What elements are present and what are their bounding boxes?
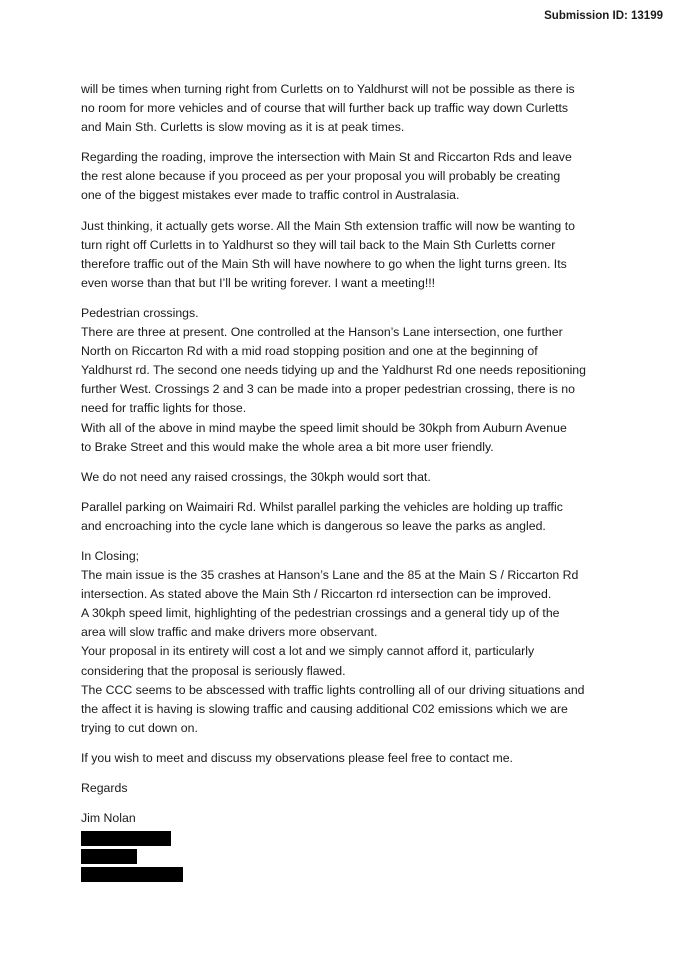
signature-name: Jim Nolan	[81, 811, 136, 826]
text-line: trying to cut down on.	[81, 720, 198, 735]
text-line: the affect it is having is slowing traffic and causing additional C02 emissions which we are	[81, 701, 568, 716]
text-line: We do not need any raised crossings, the 30kph would sort that.	[81, 469, 431, 484]
text-line: Regarding the roading, improve the intersection with Main St and Riccarton Rds and leave	[81, 150, 572, 165]
text-line: considering that the proposal is seriously flawed.	[81, 663, 346, 678]
paragraph-1	[81, 80, 611, 137]
paragraph-3	[81, 217, 611, 293]
text-line: Parallel parking on Waimairi Rd. Whilst parallel parking the vehicles are holding up traffic	[81, 499, 563, 514]
text-line: and encroaching into the cycle lane which is dangerous so leave the parks as angled.	[81, 518, 546, 533]
text-line: The CCC seems to be abscessed with traffic lights controlling all of our driving situations and	[81, 682, 585, 697]
text-line: and Main Sth. Curletts is slow moving as it is at peak times.	[81, 120, 405, 135]
text-line: intersection. As stated above the Main Sth / Riccarton rd intersection can be improved.	[81, 587, 552, 602]
text-line: area will slow traffic and make drivers more observant.	[81, 625, 378, 640]
submission-id-label: Submission ID: 13199	[544, 10, 663, 22]
redaction-bar	[81, 849, 137, 864]
text-line: There are three at present. One controlled at the Hanson’s Lane intersection, one further	[81, 325, 563, 340]
signature-block	[81, 809, 611, 828]
text-line: need for traffic lights for those.	[81, 401, 247, 416]
text-line: further West. Crossings 2 and 3 can be made into a proper pedestrian crossing, there is no	[81, 382, 575, 397]
paragraph-7	[81, 547, 611, 738]
paragraph-4	[81, 304, 611, 457]
text-line: Yaldhurst rd. The second one needs tidying up and the Yaldhurst Rd one needs repositioning	[81, 363, 586, 378]
text-line: North on Riccarton Rd with a mid road stopping position and one at the beginning of	[81, 344, 538, 359]
text-line: no room for more vehicles and of course that will further back up traffic way down Curletts	[81, 101, 569, 116]
redaction-bar	[81, 867, 183, 882]
paragraph-2	[81, 148, 611, 205]
closing-regards	[81, 779, 611, 798]
text-line: With all of the above in mind maybe the speed limit should be 30kph from Auburn Avenue	[81, 420, 567, 435]
text-line: Just thinking, it actually gets worse. All the Main Sth extension traffic will now be wanting to	[81, 218, 575, 233]
letter-body	[81, 80, 611, 885]
text-line: A 30kph speed limit, highlighting of the pedestrian crossings and a general tidy up of the	[81, 606, 560, 621]
redaction-bar	[81, 831, 171, 846]
text-line: to Brake Street and this would make the whole area a bit more user friendly.	[81, 439, 494, 454]
text-line: In Closing;	[81, 548, 140, 563]
text-line: the rest alone because if you proceed as per your proposal you will probably be creating	[81, 169, 561, 184]
text-line: therefore traffic out of the Main Sth will have nowhere to go when the light turns green. Its	[81, 256, 567, 271]
text-line: will be times when turning right from Curletts on to Yaldhurst will not be possible as there is	[81, 82, 575, 96]
paragraph-6	[81, 498, 611, 536]
text-line: Your proposal in its entirety will cost a lot and we simply cannot afford it, particularly	[81, 644, 535, 659]
paragraph-8	[81, 749, 611, 768]
text-line: even worse than that but I’ll be writing forever. I want a meeting!!!	[81, 275, 436, 290]
text-line: one of the biggest mistakes ever made to traffic control in Australasia.	[81, 188, 460, 203]
paragraph-5	[81, 468, 611, 487]
text-line: turn right off Curletts in to Yaldhurst so they will tail back to the Main Sth Curletts corner	[81, 237, 556, 252]
text-line: Regards	[81, 781, 128, 795]
text-line: The main issue is the 35 crashes at Hanson’s Lane and the 85 at the Main S / Riccarton Rd	[81, 568, 579, 583]
text-line: Pedestrian crossings.	[81, 305, 199, 320]
text-line: If you wish to meet and discuss my observations please feel free to contact me.	[81, 750, 513, 765]
